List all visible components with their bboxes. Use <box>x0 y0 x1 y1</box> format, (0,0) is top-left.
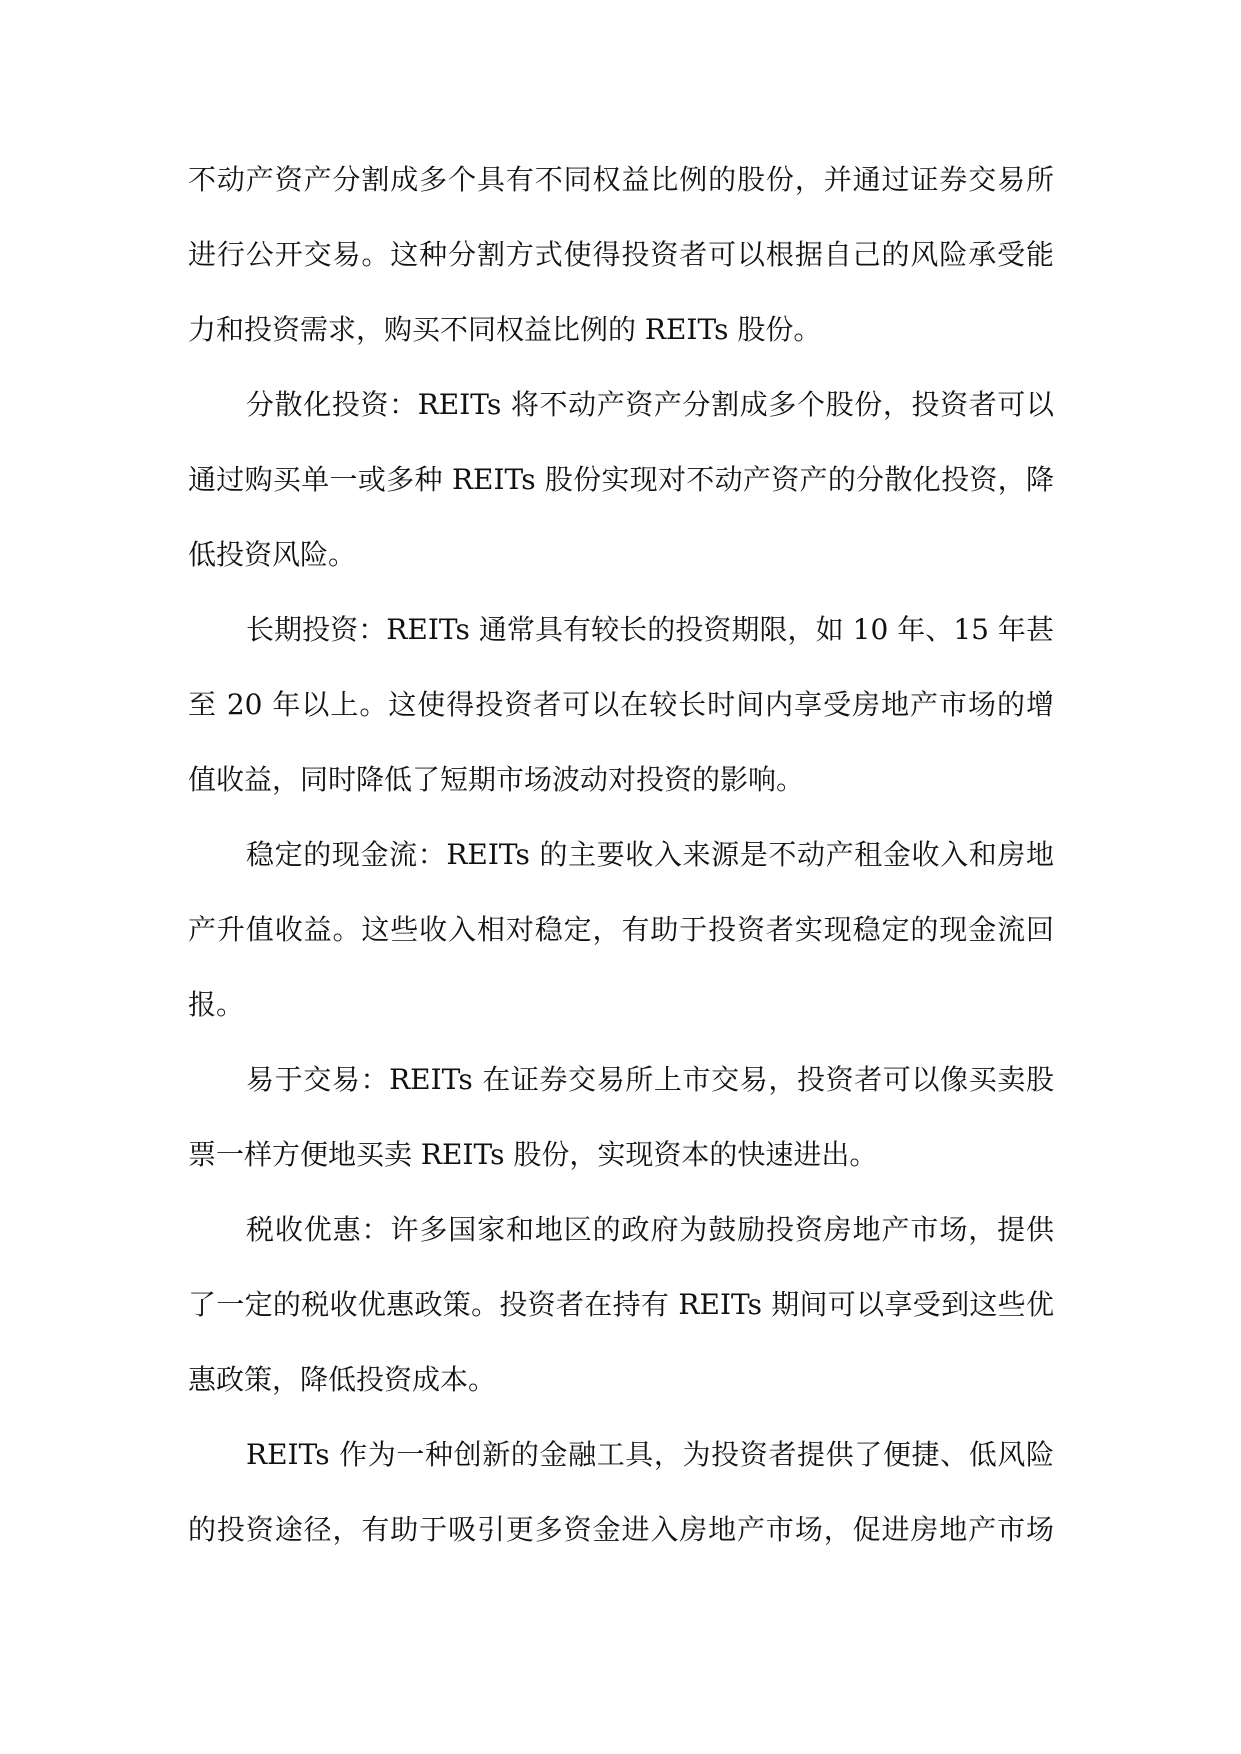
text-line: 力和投资需求，购买不同权益比例的 REITs 股份。 <box>188 313 822 346</box>
text-line: 了一定的税收优惠政策。投资者在持有 REITs 期间可以享受到这些优 <box>188 1288 1054 1321</box>
paragraph-start-line: 稳定的现金流：REITs 的主要收入来源是不动产租金收入和房地 <box>246 838 1054 871</box>
paragraph-start-line: 易于交易：REITs 在证券交易所上市交易，投资者可以像买卖股 <box>246 1063 1054 1096</box>
paragraph-start-line: REITs 作为一种创新的金融工具，为投资者提供了便捷、低风险 <box>246 1438 1054 1471</box>
text-line: 票一样方便地买卖 REITs 股份，实现资本的快速进出。 <box>188 1138 878 1171</box>
text-line: 产升值收益。这些收入相对稳定，有助于投资者实现稳定的现金流回 <box>188 913 1054 946</box>
text-line: 的投资途径，有助于吸引更多资金进入房地产市场，促进房地产市场 <box>188 1513 1054 1546</box>
text-line: 低投资风险。 <box>188 538 357 571</box>
text-line: 值收益，同时降低了短期市场波动对投资的影响。 <box>188 763 805 796</box>
text-line: 通过购买单一或多种 REITs 股份实现对不动产资产的分散化投资，降 <box>188 463 1054 496</box>
text-line: 进行公开交易。这种分割方式使得投资者可以根据自己的风险承受能 <box>188 238 1054 271</box>
text-line: 惠政策，降低投资成本。 <box>188 1363 497 1396</box>
paragraph-start-line: 税收优惠：许多国家和地区的政府为鼓励投资房地产市场，提供 <box>246 1213 1054 1246</box>
text-line: 至 20 年以上。这使得投资者可以在较长时间内享受房地产市场的增 <box>188 688 1054 721</box>
paragraph-start-line: 分散化投资：REITs 将不动产资产分割成多个股份，投资者可以 <box>246 388 1054 421</box>
paragraph-start-line: 长期投资：REITs 通常具有较长的投资期限，如 10 年、15 年甚 <box>246 613 1054 646</box>
text-line: 不动产资产分割成多个具有不同权益比例的股份，并通过证券交易所 <box>188 163 1054 196</box>
text-line: 报。 <box>188 988 245 1021</box>
body-text <box>188 142 1054 1567</box>
